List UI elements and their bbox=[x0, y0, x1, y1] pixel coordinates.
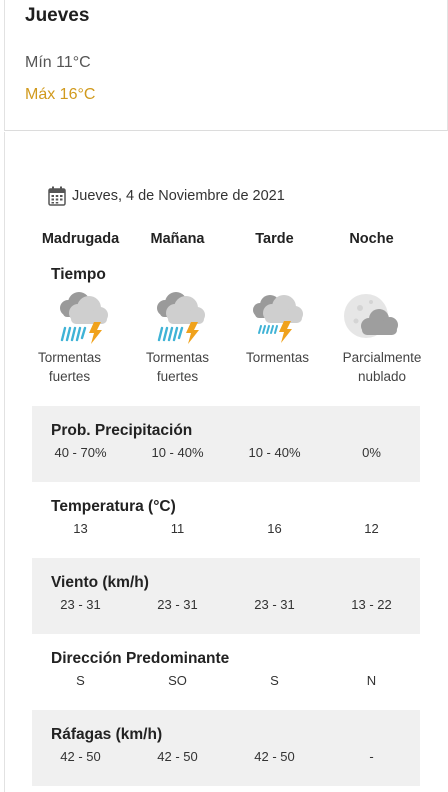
condition-icon-cell bbox=[129, 288, 226, 348]
period-manana: Mañana bbox=[150, 231, 205, 247]
wind-value: 23 - 31 bbox=[60, 597, 101, 612]
gusts-value: 42 - 50 bbox=[254, 749, 295, 764]
gusts-value: - bbox=[369, 749, 374, 764]
gusts-value: 42 - 50 bbox=[60, 749, 101, 764]
direction-title: Dirección Predominante bbox=[51, 650, 230, 667]
date-row bbox=[48, 186, 285, 206]
storm-icon bbox=[245, 288, 305, 348]
precipitation-value: 10 - 40% bbox=[248, 445, 301, 460]
gusts-value: 42 - 50 bbox=[157, 749, 198, 764]
heavy-storm-icon bbox=[148, 288, 208, 348]
weather-section-title: Tiempo bbox=[51, 266, 106, 283]
precipitation-title: Prob. Precipitación bbox=[51, 422, 193, 439]
wind-title: Viento (km/h) bbox=[51, 574, 149, 591]
precipitation-section bbox=[32, 406, 420, 482]
wind-section bbox=[32, 558, 420, 634]
condition-icon-cell bbox=[323, 288, 420, 348]
temperature-value: 16 bbox=[267, 521, 282, 536]
precipitation-value: 40 - 70% bbox=[54, 445, 107, 460]
condition-label: Tormentas fuertes bbox=[145, 350, 210, 384]
direction-value: N bbox=[366, 673, 377, 688]
heavy-storm-icon bbox=[51, 288, 111, 348]
direction-section bbox=[32, 634, 420, 710]
temperature-value: 12 bbox=[364, 521, 379, 536]
calendar-icon bbox=[48, 186, 66, 206]
gusts-section bbox=[32, 710, 420, 786]
period-madrugada: Madrugada bbox=[41, 231, 120, 247]
periods-header bbox=[32, 231, 420, 251]
partly-cloudy-night-icon bbox=[342, 288, 402, 348]
temperature-value: 11 bbox=[170, 521, 185, 536]
precipitation-value: 10 - 40% bbox=[151, 445, 204, 460]
temperature-value: 13 bbox=[73, 521, 88, 536]
direction-value: S bbox=[270, 673, 279, 688]
direction-value: S bbox=[76, 673, 85, 688]
direction-value: SO bbox=[168, 673, 187, 688]
min-temperature: Mín 11°C bbox=[25, 54, 91, 71]
wind-value: 23 - 31 bbox=[157, 597, 198, 612]
period-noche: Noche bbox=[349, 231, 394, 247]
max-temperature: Máx 16°C bbox=[25, 86, 96, 103]
wind-value: 23 - 31 bbox=[254, 597, 295, 612]
condition-label: Parcialmente nublado bbox=[342, 350, 422, 384]
gusts-title: Ráfagas (km/h) bbox=[51, 726, 163, 743]
precipitation-value: 0% bbox=[362, 445, 381, 460]
condition-icon-cell bbox=[226, 288, 323, 348]
temperature-section bbox=[32, 482, 420, 558]
temperature-title: Temperatura (°C) bbox=[51, 498, 176, 515]
period-tarde: Tarde bbox=[255, 231, 294, 247]
condition-label: Tormentas bbox=[245, 350, 310, 365]
forecast-date: Jueves, 4 de Noviembre de 2021 bbox=[72, 188, 285, 204]
condition-icon-cell bbox=[32, 288, 129, 348]
day-summary-card bbox=[4, 0, 448, 131]
wind-value: 13 - 22 bbox=[351, 597, 392, 612]
condition-label: Tormentas fuertes bbox=[37, 350, 102, 384]
day-title: Jueves bbox=[25, 5, 90, 26]
